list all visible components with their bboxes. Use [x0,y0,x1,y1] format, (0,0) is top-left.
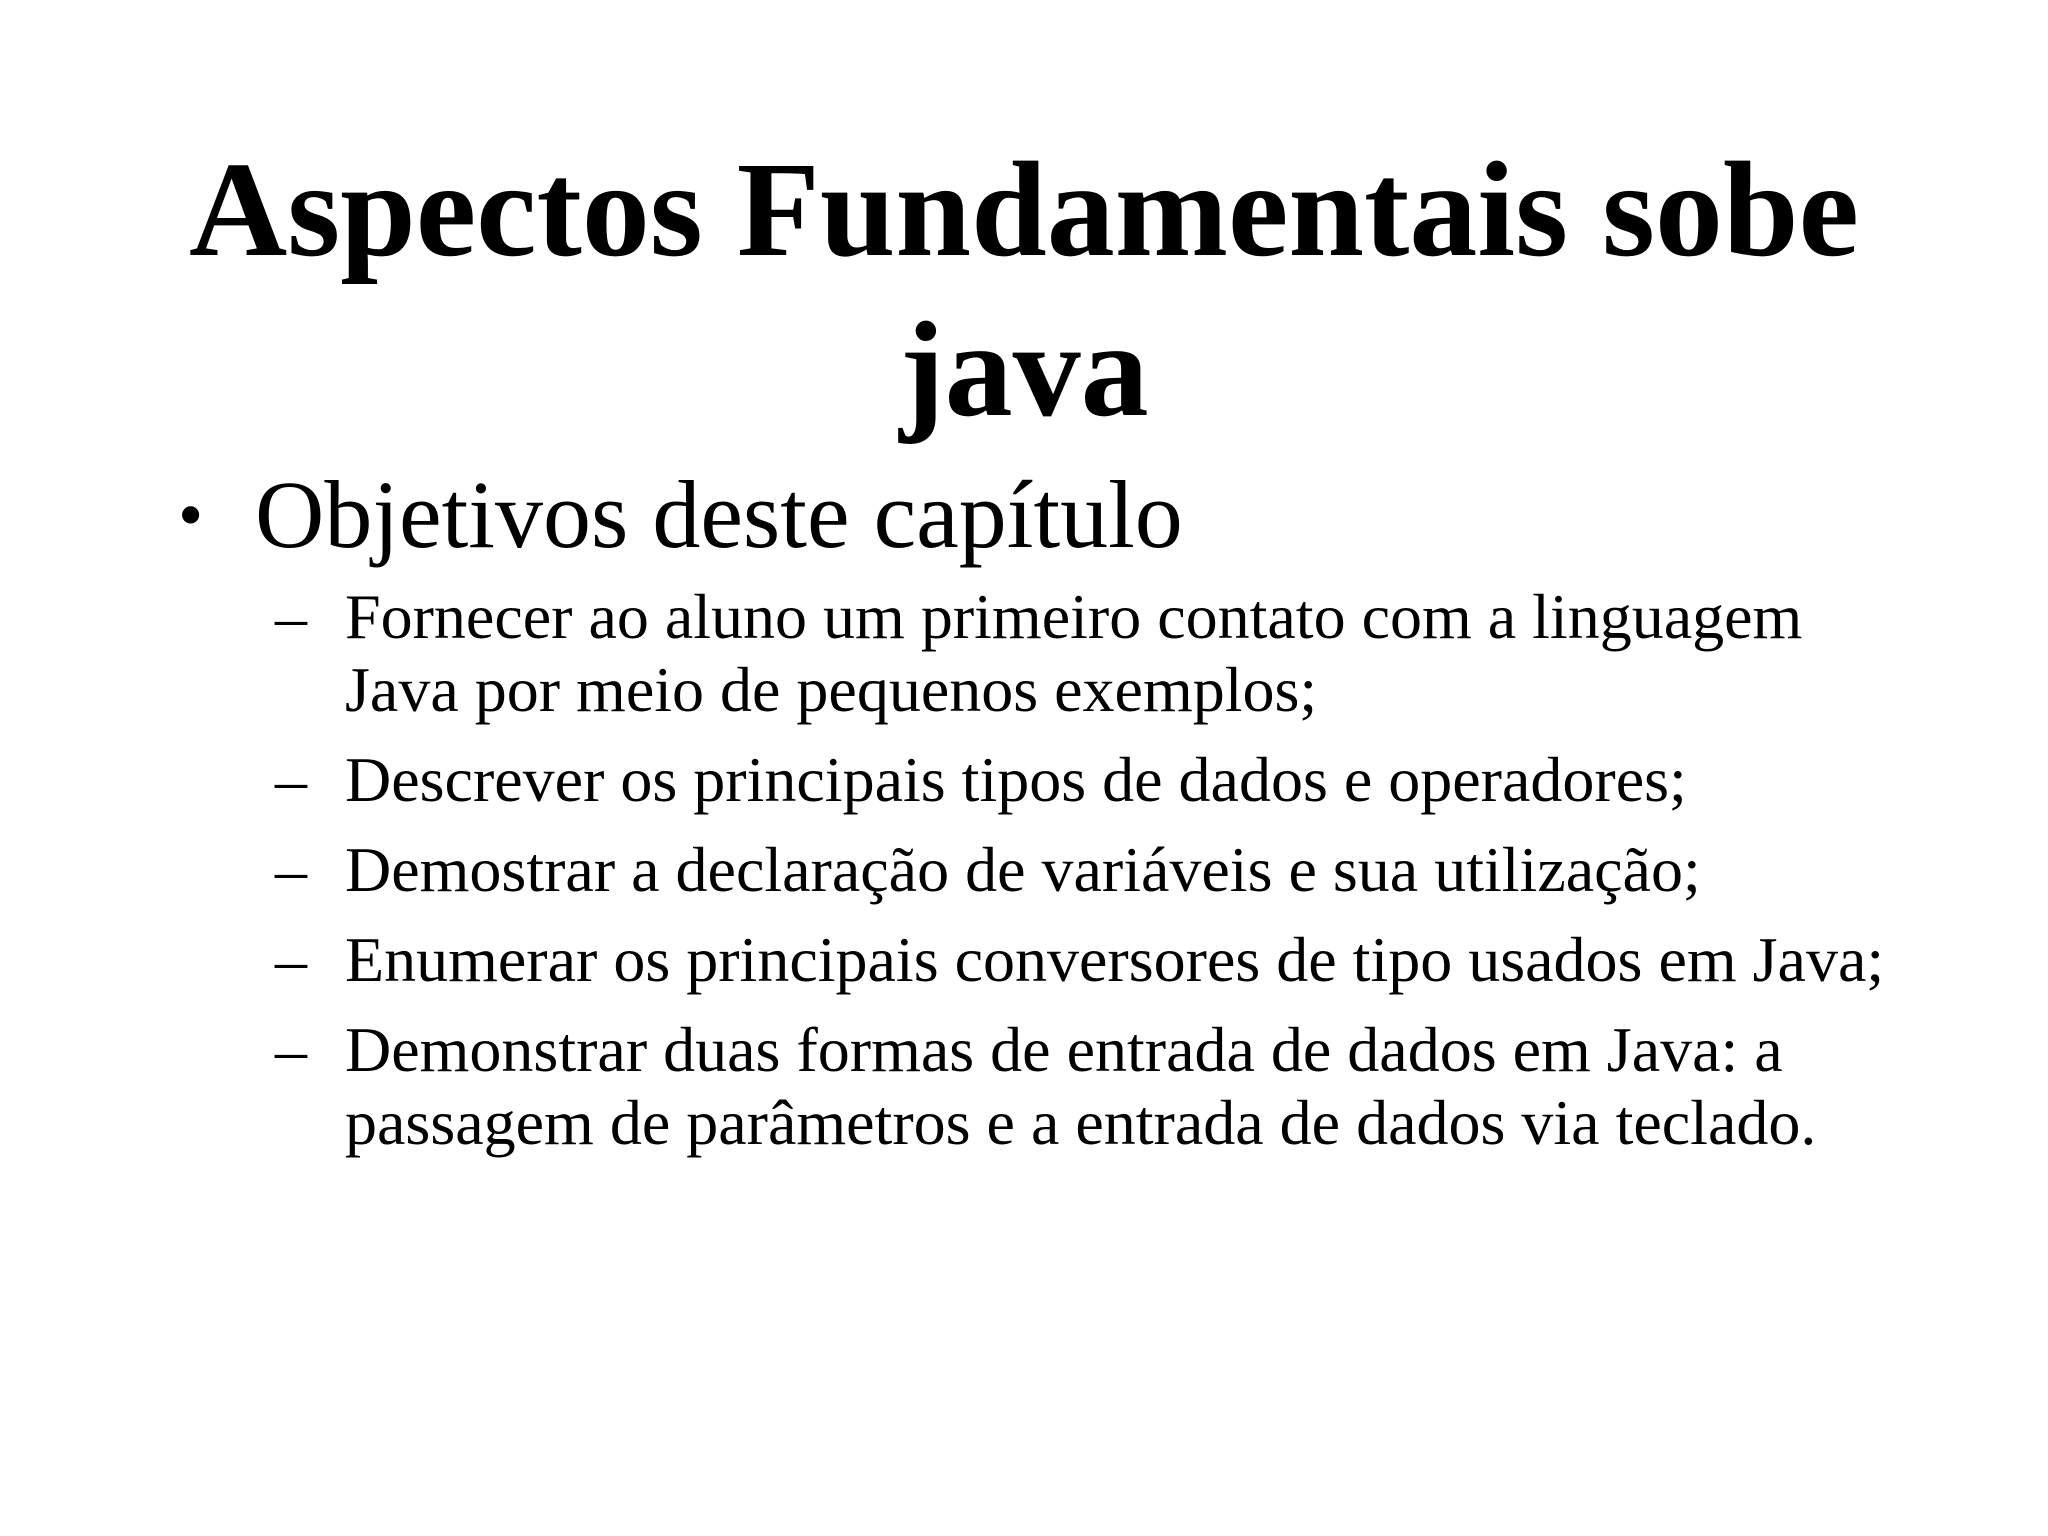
sub-bullet-text: Demostrar a declaração de variáveis e sua utilização; [345,834,1701,905]
sub-bullet-marker: – [275,744,307,815]
bullet-text: Objetivos deste capítulo [255,461,1183,568]
sub-bullet-list [275,580,1915,1176]
sub-bullet-text: Fornecer ao aluno um primeiro contato com a linguagem Java por meio de pequenos exemplos; [345,581,1803,725]
sub-bullet-text: Enumerar os principais conversores de tipo usados em Java; [345,924,1885,995]
bullet-marker: • [178,475,204,555]
sub-bullet-item [275,833,1915,906]
sub-bullet-text: Descrever os principais tipos de dados e operadores; [345,744,1687,815]
slide-title: Aspectos Fundamentais sobe java [189,135,1859,445]
sub-bullet-item [275,580,1915,726]
sub-bullet-marker: – [275,581,307,652]
sub-bullet-marker: – [275,1014,307,1085]
sub-bullet-item [275,1013,1915,1159]
sub-bullet-text: Demonstrar duas formas de entrada de dados em Java: a passagem de parâmetros e a entrada de dados via teclado. [345,1014,1817,1158]
sub-bullet-item [275,923,1915,996]
sub-bullet-marker: – [275,924,307,995]
sub-bullet-marker: – [275,834,307,905]
sub-bullet-item [275,743,1915,816]
